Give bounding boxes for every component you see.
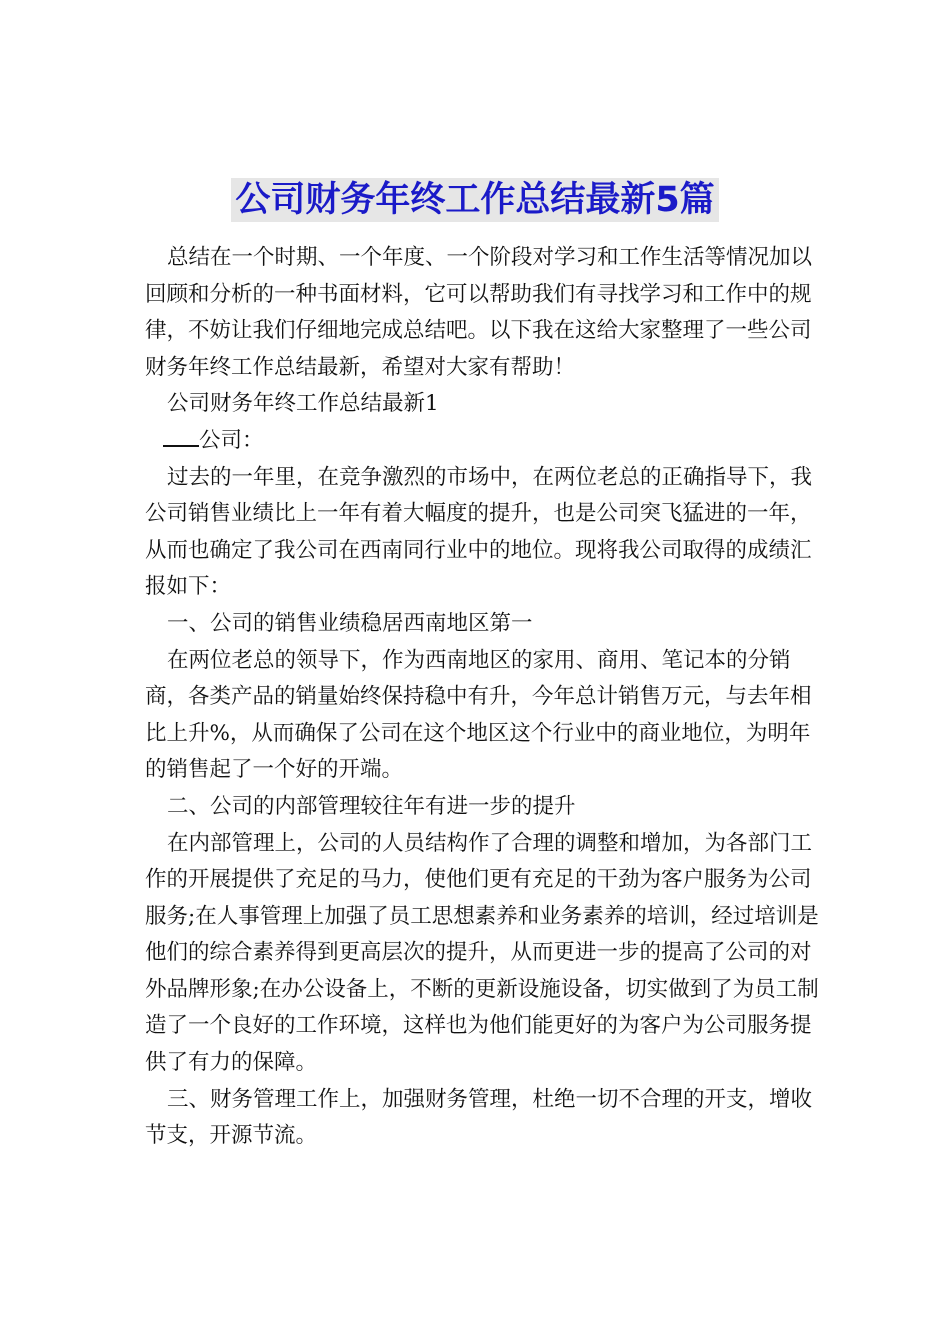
section-heading: 公司财务年终工作总结最新1 [167, 391, 439, 417]
paragraph-achievements: 过去的一年里，在竞争激烈的市场中，在两位老总的正确指导下，我公司销售业绩比上一年有着大幅度的提升，也是公司突飞猛进的一年，从而也确定了我公司在西南同行业中的地位。现将我公司取得的成绩汇报如下： [145, 464, 813, 600]
heading-sales: 一、公司的销售业绩稳居西南地区第一 [167, 610, 533, 636]
document-title: 公司财务年终工作总结最新5篇 [231, 178, 718, 222]
paragraph-management: 在内部管理上，公司的人员结构作了合理的调整和增加，为各部门工作的开展提供了充足的马力，使他们更有充足的干劲为客户服务为公司服务;在人事管理上加强了员工思想素养和业务素养的培训，经过培训是他们的综合素养得到更高层次的提升，从而更进一步的提高了公司的对外品牌形象;在办公设备上，不断的更新设施设备，切实做到了为员工制造了一个良好的工作环境，这样也为他们能更好的为客户为公司服务提供了有力的保障。 [145, 830, 819, 1076]
document-body [145, 240, 825, 1155]
blank-underline [163, 423, 199, 447]
paragraph-finance: 三、财务管理工作上，加强财务管理，杜绝一切不合理的开支，增收节支，开源节流。 [145, 1086, 813, 1149]
salutation-text: 公司： [199, 427, 264, 453]
heading-management: 二、公司的内部管理较往年有进一步的提升 [167, 793, 576, 819]
salutation-line [145, 423, 825, 460]
title-container [0, 178, 950, 222]
paragraph-sales: 在两位老总的领导下，作为西南地区的家用、商用、笔记本的分销商，各类产品的销量始终保持稳中有升，今年总计销售万元，与去年相比上升%，从而确保了公司在这个地区这个行业中的商业地位，为明年的销售起了一个好的开端。 [145, 647, 812, 783]
intro-paragraph: 总结在一个时期、一个年度、一个阶段对学习和工作生活等情况加以回顾和分析的一种书面材料，它可以帮助我们有寻找学习和工作中的规律，不妨让我们仔细地完成总结吧。以下我在这给大家整理了一些公司财务年终工作总结最新，希望对大家有帮助！ [145, 245, 813, 380]
